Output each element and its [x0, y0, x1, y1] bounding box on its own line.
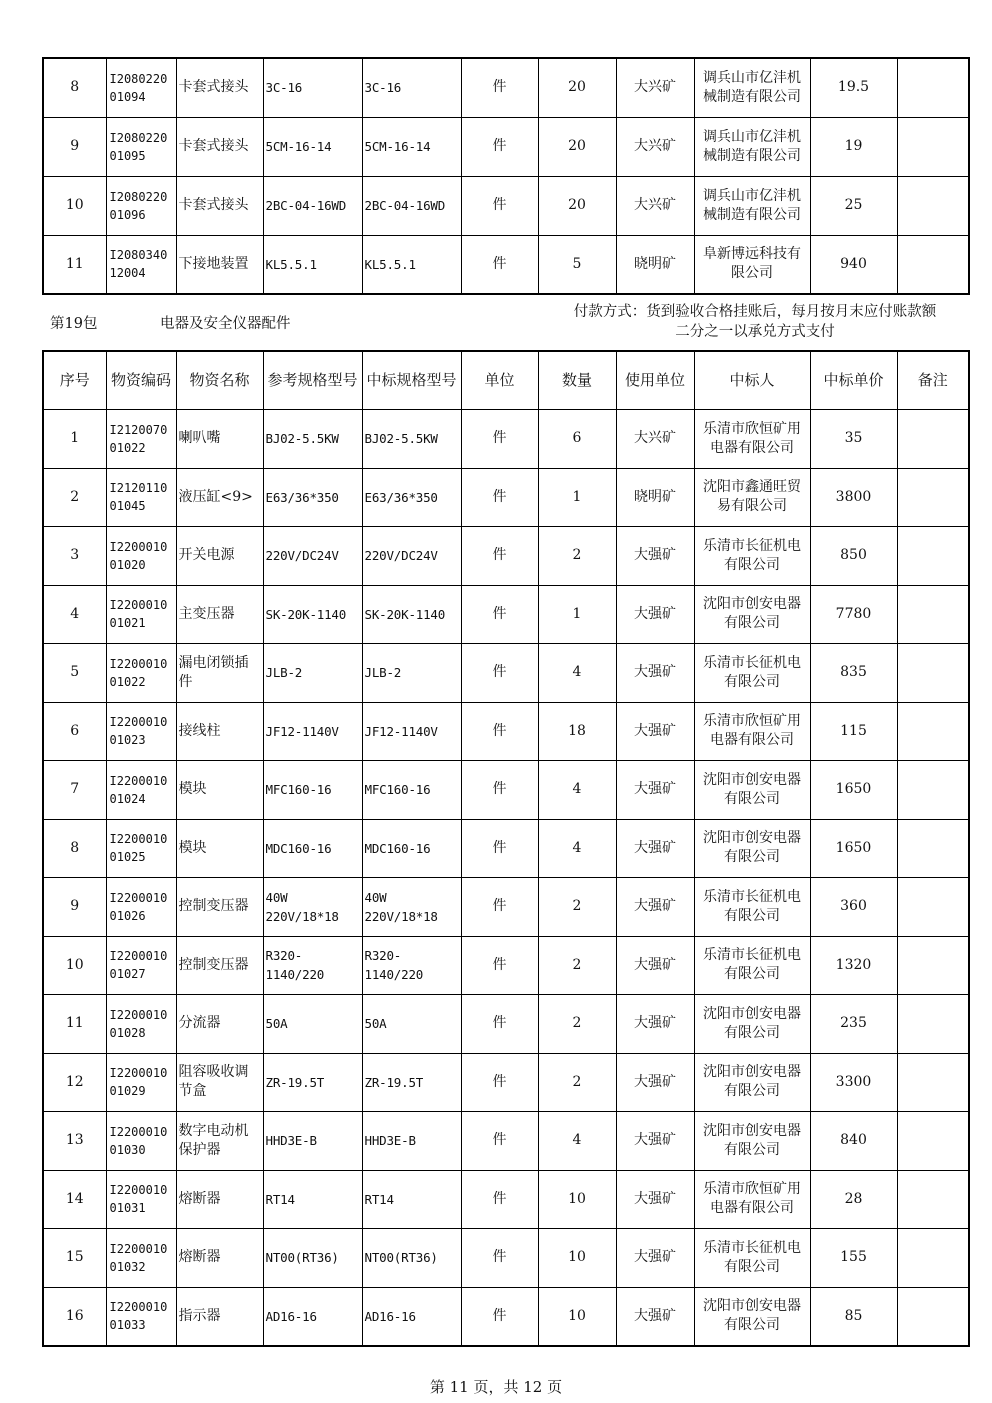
cell-unit: 件 — [461, 58, 538, 117]
cell-price: 1320 — [810, 936, 897, 995]
cell-name: 指示器 — [176, 1287, 263, 1346]
cell-code: I2200010 01029 — [106, 1053, 176, 1112]
cell-name: 控制变压器 — [176, 878, 263, 937]
cell-note — [897, 117, 969, 176]
cell-code: I2200010 01024 — [106, 761, 176, 820]
cell-qty: 20 — [538, 117, 616, 176]
cell-code: I2200010 01030 — [106, 1112, 176, 1171]
cell-price: 25 — [810, 176, 897, 235]
table-row — [43, 117, 969, 176]
cell-ref-spec: BJ02-5.5KW — [263, 410, 362, 469]
header-price: 中标单价 — [810, 351, 897, 410]
header-no: 序号 — [43, 351, 106, 410]
cell-winner: 乐清市欣恒矿用电器有限公司 — [694, 410, 810, 469]
cell-ref-spec: ZR-19.5T — [263, 1053, 362, 1112]
cell-user: 大强矿 — [616, 1170, 694, 1229]
cell-note — [897, 819, 969, 878]
cell-user: 大强矿 — [616, 644, 694, 703]
header-note: 备注 — [897, 351, 969, 410]
cell-qty: 4 — [538, 761, 616, 820]
table-row — [43, 1229, 969, 1288]
cell-bid-spec: BJ02-5.5KW — [362, 410, 461, 469]
cell-code: I2080340 12004 — [106, 235, 176, 294]
cell-unit: 件 — [461, 1053, 538, 1112]
cell-user: 大强矿 — [616, 878, 694, 937]
cell-name: 数字电动机保护器 — [176, 1112, 263, 1171]
cell-name: 液压缸<9> — [176, 468, 263, 527]
cell-qty: 20 — [538, 58, 616, 117]
cell-no: 10 — [43, 176, 106, 235]
table-row — [43, 58, 969, 117]
cell-code: I2120110 01045 — [106, 468, 176, 527]
cell-name: 接线柱 — [176, 702, 263, 761]
cell-bid-spec: 40W 220V/18*18 — [362, 878, 461, 937]
cell-ref-spec: 2BC-04-16WD — [263, 176, 362, 235]
cell-bid-spec: ZR-19.5T — [362, 1053, 461, 1112]
cell-no: 16 — [43, 1287, 106, 1346]
cell-winner: 乐清市欣恒矿用电器有限公司 — [694, 702, 810, 761]
cell-name: 模块 — [176, 819, 263, 878]
cell-price: 19 — [810, 117, 897, 176]
cell-note — [897, 761, 969, 820]
cell-no: 9 — [43, 878, 106, 937]
continued-items-table — [42, 57, 970, 295]
cell-qty: 20 — [538, 176, 616, 235]
cell-name: 卡套式接头 — [176, 117, 263, 176]
cell-name: 控制变压器 — [176, 936, 263, 995]
cell-unit: 件 — [461, 176, 538, 235]
cell-code: I2200010 01026 — [106, 878, 176, 937]
cell-user: 大强矿 — [616, 527, 694, 586]
cell-ref-spec: R320- 1140/220 — [263, 936, 362, 995]
cell-note — [897, 468, 969, 527]
cell-ref-spec: AD16-16 — [263, 1287, 362, 1346]
cell-code: I2200010 01028 — [106, 995, 176, 1054]
cell-winner: 沈阳市创安电器有限公司 — [694, 995, 810, 1054]
cell-note — [897, 527, 969, 586]
cell-bid-spec: HHD3E-B — [362, 1112, 461, 1171]
cell-bid-spec: E63/36*350 — [362, 468, 461, 527]
cell-no: 14 — [43, 1170, 106, 1229]
cell-unit: 件 — [461, 995, 538, 1054]
header-name: 物资名称 — [176, 351, 263, 410]
table-row — [43, 936, 969, 995]
table-row — [43, 527, 969, 586]
cell-price: 1650 — [810, 761, 897, 820]
cell-winner: 调兵山市亿沣机械制造有限公司 — [694, 176, 810, 235]
cell-ref-spec: 3C-16 — [263, 58, 362, 117]
cell-note — [897, 1170, 969, 1229]
cell-unit: 件 — [461, 585, 538, 644]
cell-code: I2200010 01027 — [106, 936, 176, 995]
cell-no: 8 — [43, 58, 106, 117]
cell-bid-spec: 220V/DC24V — [362, 527, 461, 586]
cell-price: 19.5 — [810, 58, 897, 117]
cell-code: I2200010 01025 — [106, 819, 176, 878]
cell-ref-spec: 50A — [263, 995, 362, 1054]
cell-price: 85 — [810, 1287, 897, 1346]
cell-winner: 沈阳市创安电器有限公司 — [694, 585, 810, 644]
table-row — [43, 644, 969, 703]
cell-bid-spec: JF12-1140V — [362, 702, 461, 761]
table-row — [43, 235, 969, 294]
cell-code: I2200010 01033 — [106, 1287, 176, 1346]
cell-bid-spec: 3C-16 — [362, 58, 461, 117]
cell-no: 2 — [43, 468, 106, 527]
cell-winner: 乐清市长征机电有限公司 — [694, 527, 810, 586]
cell-winner: 沈阳市鑫通旺贸易有限公司 — [694, 468, 810, 527]
cell-no: 6 — [43, 702, 106, 761]
cell-ref-spec: MDC160-16 — [263, 819, 362, 878]
cell-name: 卡套式接头 — [176, 58, 263, 117]
header-winner: 中标人 — [694, 351, 810, 410]
cell-code: I2120070 01022 — [106, 410, 176, 469]
cell-winner: 乐清市长征机电有限公司 — [694, 644, 810, 703]
cell-user: 大强矿 — [616, 936, 694, 995]
table-row — [43, 1053, 969, 1112]
cell-note — [897, 58, 969, 117]
cell-code: I2200010 01021 — [106, 585, 176, 644]
cell-note — [897, 702, 969, 761]
cell-bid-spec: NT00(RT36) — [362, 1229, 461, 1288]
cell-bid-spec: MDC160-16 — [362, 819, 461, 878]
cell-code: I2080220 01095 — [106, 117, 176, 176]
cell-winner: 调兵山市亿沣机械制造有限公司 — [694, 58, 810, 117]
cell-user: 大强矿 — [616, 761, 694, 820]
cell-code: I2200010 01020 — [106, 527, 176, 586]
cell-code: I2080220 01094 — [106, 58, 176, 117]
table-row — [43, 585, 969, 644]
table-row — [43, 878, 969, 937]
table-row — [43, 702, 969, 761]
cell-no: 10 — [43, 936, 106, 995]
cell-no: 9 — [43, 117, 106, 176]
table-row — [43, 176, 969, 235]
cell-note — [897, 585, 969, 644]
cell-winner: 沈阳市创安电器有限公司 — [694, 761, 810, 820]
cell-no: 12 — [43, 1053, 106, 1112]
cell-qty: 2 — [538, 995, 616, 1054]
cell-note — [897, 176, 969, 235]
cell-price: 1650 — [810, 819, 897, 878]
cell-unit: 件 — [461, 235, 538, 294]
cell-note — [897, 235, 969, 294]
cell-price: 235 — [810, 995, 897, 1054]
cell-user: 大兴矿 — [616, 117, 694, 176]
cell-qty: 6 — [538, 410, 616, 469]
cell-name: 下接地装置 — [176, 235, 263, 294]
cell-user: 大强矿 — [616, 1112, 694, 1171]
cell-ref-spec: RT14 — [263, 1170, 362, 1229]
page-footer: 第 11 页，共 12 页 — [429, 1378, 563, 1396]
cell-unit: 件 — [461, 1170, 538, 1229]
table-row — [43, 995, 969, 1054]
cell-ref-spec: 5CM-16-14 — [263, 117, 362, 176]
cell-ref-spec: JF12-1140V — [263, 702, 362, 761]
payment-terms-line1: 付款方式：货到验收合格挂账后，每月按月末应付账款额 — [573, 304, 937, 320]
cell-winner: 调兵山市亿沣机械制造有限公司 — [694, 117, 810, 176]
cell-ref-spec: 40W 220V/18*18 — [263, 878, 362, 937]
cell-bid-spec: SK-20K-1140 — [362, 585, 461, 644]
cell-no: 4 — [43, 585, 106, 644]
cell-name: 阻容吸收调节盒 — [176, 1053, 263, 1112]
header-code: 物资编码 — [106, 351, 176, 410]
cell-bid-spec: 50A — [362, 995, 461, 1054]
cell-winner: 乐清市长征机电有限公司 — [694, 1229, 810, 1288]
table-row — [43, 410, 969, 469]
cell-price: 7780 — [810, 585, 897, 644]
cell-qty: 2 — [538, 527, 616, 586]
cell-winner: 乐清市长征机电有限公司 — [694, 936, 810, 995]
cell-ref-spec: 220V/DC24V — [263, 527, 362, 586]
cell-code: I2080220 01096 — [106, 176, 176, 235]
cell-unit: 件 — [461, 702, 538, 761]
package-items-table — [42, 350, 970, 1347]
cell-bid-spec: 5CM-16-14 — [362, 117, 461, 176]
cell-qty: 1 — [538, 585, 616, 644]
cell-qty: 1 — [538, 468, 616, 527]
cell-qty: 10 — [538, 1170, 616, 1229]
cell-user: 大兴矿 — [616, 176, 694, 235]
header-qty: 数量 — [538, 351, 616, 410]
cell-price: 155 — [810, 1229, 897, 1288]
cell-name: 模块 — [176, 761, 263, 820]
cell-note — [897, 410, 969, 469]
cell-no: 15 — [43, 1229, 106, 1288]
cell-code: I2200010 01032 — [106, 1229, 176, 1288]
cell-note — [897, 1229, 969, 1288]
cell-unit: 件 — [461, 878, 538, 937]
cell-bid-spec: KL5.5.1 — [362, 235, 461, 294]
cell-unit: 件 — [461, 1112, 538, 1171]
cell-unit: 件 — [461, 410, 538, 469]
cell-name: 分流器 — [176, 995, 263, 1054]
cell-name: 喇叭嘴 — [176, 410, 263, 469]
cell-ref-spec: E63/36*350 — [263, 468, 362, 527]
cell-no: 3 — [43, 527, 106, 586]
cell-note — [897, 936, 969, 995]
cell-name: 卡套式接头 — [176, 176, 263, 235]
cell-qty: 2 — [538, 878, 616, 937]
cell-price: 360 — [810, 878, 897, 937]
cell-winner: 沈阳市创安电器有限公司 — [694, 1053, 810, 1112]
cell-no: 7 — [43, 761, 106, 820]
cell-user: 大强矿 — [616, 585, 694, 644]
cell-winner: 沈阳市创安电器有限公司 — [694, 1287, 810, 1346]
cell-name: 漏电闭锁插件 — [176, 644, 263, 703]
table-row — [43, 1170, 969, 1229]
cell-user: 大兴矿 — [616, 410, 694, 469]
cell-price: 28 — [810, 1170, 897, 1229]
cell-qty: 10 — [538, 1229, 616, 1288]
cell-code: I2200010 01031 — [106, 1170, 176, 1229]
table-row — [43, 1287, 969, 1346]
cell-user: 大强矿 — [616, 819, 694, 878]
cell-no: 8 — [43, 819, 106, 878]
cell-note — [897, 878, 969, 937]
cell-bid-spec: AD16-16 — [362, 1287, 461, 1346]
cell-qty: 2 — [538, 936, 616, 995]
cell-name: 开关电源 — [176, 527, 263, 586]
table-row — [43, 1112, 969, 1171]
cell-ref-spec: MFC160-16 — [263, 761, 362, 820]
cell-unit: 件 — [461, 527, 538, 586]
cell-user: 大强矿 — [616, 995, 694, 1054]
header-ref-spec: 参考规格型号 — [263, 351, 362, 410]
cell-price: 3300 — [810, 1053, 897, 1112]
cell-note — [897, 1112, 969, 1171]
cell-price: 115 — [810, 702, 897, 761]
cell-ref-spec: SK-20K-1140 — [263, 585, 362, 644]
cell-ref-spec: JLB-2 — [263, 644, 362, 703]
cell-winner: 沈阳市创安电器有限公司 — [694, 819, 810, 878]
cell-no: 5 — [43, 644, 106, 703]
cell-qty: 4 — [538, 819, 616, 878]
table-header-row — [43, 351, 969, 410]
cell-unit: 件 — [461, 761, 538, 820]
payment-terms-line2: 二分之一以承兑方式支付 — [675, 324, 835, 340]
cell-bid-spec: MFC160-16 — [362, 761, 461, 820]
cell-unit: 件 — [461, 117, 538, 176]
header-bid-spec: 中标规格型号 — [362, 351, 461, 410]
table-row — [43, 761, 969, 820]
cell-bid-spec: R320- 1140/220 — [362, 936, 461, 995]
cell-winner: 乐清市长征机电有限公司 — [694, 878, 810, 937]
cell-user: 大强矿 — [616, 1053, 694, 1112]
cell-bid-spec: RT14 — [362, 1170, 461, 1229]
cell-ref-spec: HHD3E-B — [263, 1112, 362, 1171]
cell-qty: 4 — [538, 644, 616, 703]
cell-code: I2200010 01023 — [106, 702, 176, 761]
cell-price: 940 — [810, 235, 897, 294]
cell-name: 熔断器 — [176, 1229, 263, 1288]
cell-unit: 件 — [461, 644, 538, 703]
package-category: 电器及安全仪器配件 — [160, 316, 291, 332]
cell-no: 1 — [43, 410, 106, 469]
cell-note — [897, 1287, 969, 1346]
cell-bid-spec: 2BC-04-16WD — [362, 176, 461, 235]
cell-bid-spec: JLB-2 — [362, 644, 461, 703]
cell-note — [897, 1053, 969, 1112]
cell-no: 11 — [43, 235, 106, 294]
cell-qty: 2 — [538, 1053, 616, 1112]
payment-terms — [540, 302, 970, 342]
cell-code: I2200010 01022 — [106, 644, 176, 703]
cell-user: 晓明矿 — [616, 468, 694, 527]
table-row — [43, 468, 969, 527]
cell-note — [897, 644, 969, 703]
cell-winner: 乐清市欣恒矿用电器有限公司 — [694, 1170, 810, 1229]
cell-unit: 件 — [461, 1229, 538, 1288]
header-user: 使用单位 — [616, 351, 694, 410]
cell-name: 主变压器 — [176, 585, 263, 644]
table-row — [43, 819, 969, 878]
cell-ref-spec: KL5.5.1 — [263, 235, 362, 294]
cell-price: 840 — [810, 1112, 897, 1171]
cell-user: 晓明矿 — [616, 235, 694, 294]
cell-no: 11 — [43, 995, 106, 1054]
cell-user: 大强矿 — [616, 1287, 694, 1346]
cell-user: 大强矿 — [616, 702, 694, 761]
cell-unit: 件 — [461, 936, 538, 995]
cell-ref-spec: NT00(RT36) — [263, 1229, 362, 1288]
cell-unit: 件 — [461, 1287, 538, 1346]
cell-qty: 18 — [538, 702, 616, 761]
cell-price: 835 — [810, 644, 897, 703]
cell-winner: 沈阳市创安电器有限公司 — [694, 1112, 810, 1171]
cell-user: 大兴矿 — [616, 58, 694, 117]
cell-price: 3800 — [810, 468, 897, 527]
cell-price: 35 — [810, 410, 897, 469]
cell-price: 850 — [810, 527, 897, 586]
cell-qty: 4 — [538, 1112, 616, 1171]
cell-no: 13 — [43, 1112, 106, 1171]
cell-winner: 阜新博远科技有限公司 — [694, 235, 810, 294]
cell-name: 熔断器 — [176, 1170, 263, 1229]
cell-unit: 件 — [461, 468, 538, 527]
package-number: 第19包 — [50, 316, 98, 332]
header-unit: 单位 — [461, 351, 538, 410]
cell-qty: 5 — [538, 235, 616, 294]
cell-note — [897, 995, 969, 1054]
cell-qty: 10 — [538, 1287, 616, 1346]
cell-unit: 件 — [461, 819, 538, 878]
cell-user: 大强矿 — [616, 1229, 694, 1288]
